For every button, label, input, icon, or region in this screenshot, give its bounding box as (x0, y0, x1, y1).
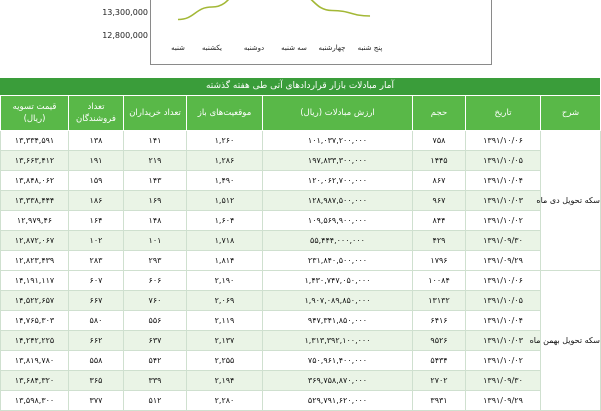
volume-cell: ۲۷۰۲ (413, 371, 466, 391)
open-positions-cell: ۱,۴۹۰ (187, 171, 263, 191)
volume-cell: ۱۳۱۳۲ (413, 291, 466, 311)
date-cell: ۱۳۹۱/۱۰/۰۵ (466, 291, 541, 311)
header-date: تاریخ (466, 96, 541, 131)
sellers-cell: ۱۶۴ (69, 211, 124, 231)
table-row (1, 171, 601, 191)
date-cell: ۱۳۹۱/۰۹/۳۰ (466, 371, 541, 391)
table-row (1, 291, 601, 311)
trade-value-cell: ۳۶۹,۷۵۸,۸۷۰,۰۰۰ (263, 371, 413, 391)
chart-plot (150, 0, 490, 44)
volume-cell: ۱۴۴۵ (413, 151, 466, 171)
trade-value-cell: ۱۰۹,۵۶۹,۹۰۰,۰۰۰ (263, 211, 413, 231)
buyers-cell: ۱۴۱ (124, 131, 187, 151)
volume-cell: ۹۶۷ (413, 191, 466, 211)
trade-value-cell: ۱,۹۰۷,۰۸۹,۸۵۰,۰۰۰ (263, 291, 413, 311)
table-body (1, 131, 601, 411)
open-positions-cell: ۲,۰۶۹ (187, 291, 263, 311)
table-row (1, 191, 601, 211)
volume-cell: ۴۲۹ (413, 231, 466, 251)
contract-description: سکه تحویل بهمن ماه (541, 271, 601, 411)
y-tick-label: 13,300,000 (62, 8, 148, 17)
buyers-cell: ۲۱۹ (124, 151, 187, 171)
table-header-row (1, 96, 601, 131)
open-positions-cell: ۲,۱۹۴ (187, 371, 263, 391)
table-title: آمار مبادلات بازار قراردادهای آتی طی هفته گذشته (0, 78, 600, 95)
table-row (1, 371, 601, 391)
trade-value-cell: ۱۲۰,۰۶۲,۷۰۰,۰۰۰ (263, 171, 413, 191)
x-tick-label: دوشنبه (234, 44, 274, 52)
sellers-cell: ۵۵۸ (69, 351, 124, 371)
open-positions-cell: ۱,۲۸۶ (187, 151, 263, 171)
table-row (1, 331, 601, 351)
volume-cell: ۸۴۴ (413, 211, 466, 231)
trade-value-cell: ۱,۳۱۳,۳۹۲,۱۰۰,۰۰۰ (263, 331, 413, 351)
settlement-price-cell: ۱۳,۸۱۹,۷۸۰ (1, 351, 69, 371)
header-trade-value: ارزش مبادلات (ریال) (263, 96, 413, 131)
buyers-cell: ۷۶۰ (124, 291, 187, 311)
table-row (1, 211, 601, 231)
settlement-price-cell: ۱۴,۲۴۲,۲۲۵ (1, 331, 69, 351)
buyers-cell: ۶۰۶ (124, 271, 187, 291)
volume-cell: ۱۰۰۸۴ (413, 271, 466, 291)
x-tick-label: چهارشنبه (312, 44, 352, 52)
header-settlement-price: قیمت تسویه (ریال) (1, 96, 69, 131)
table-row (1, 251, 601, 271)
sellers-cell: ۱۹۱ (69, 151, 124, 171)
open-positions-cell: ۱,۲۶۰ (187, 131, 263, 151)
trade-value-cell: ۱۲۸,۹۸۷,۵۰۰,۰۰۰ (263, 191, 413, 211)
header-open-positions: موقعیت‌های باز (187, 96, 263, 131)
x-tick-label: سه شنبه (274, 44, 314, 52)
trade-value-cell: ۲۳۱,۸۴۰,۵۰۰,۰۰۰ (263, 251, 413, 271)
volume-cell: ۱۷۹۶ (413, 251, 466, 271)
trade-value-cell: ۱,۴۳۰,۷۴۷,۰۵۰,۰۰۰ (263, 271, 413, 291)
settlement-price-cell: ۱۲,۸۲۳,۴۳۹ (1, 251, 69, 271)
buyers-cell: ۶۳۷ (124, 331, 187, 351)
header-sellers: تعداد فروشندگان (69, 96, 124, 131)
price-line (178, 0, 370, 20)
settlement-price-cell: ۱۲,۸۷۲,۰۶۷ (1, 231, 69, 251)
sellers-cell: ۶۶۷ (69, 291, 124, 311)
trade-value-cell: ۷۵۰,۹۶۱,۴۰۰,۰۰۰ (263, 351, 413, 371)
settlement-price-cell: ۱۳,۸۴۸,۰۶۲ (1, 171, 69, 191)
table-row (1, 271, 601, 291)
settlement-price-cell: ۱۳,۳۳۴,۵۹۱ (1, 131, 69, 151)
settlement-price-cell: ۱۴,۵۲۲,۶۵۷ (1, 291, 69, 311)
volume-cell: ۶۴۱۶ (413, 311, 466, 331)
open-positions-cell: ۱,۶۰۴ (187, 211, 263, 231)
date-cell: ۱۳۹۱/۱۰/۰۳ (466, 191, 541, 211)
date-cell: ۱۳۹۱/۱۰/۰۳ (466, 331, 541, 351)
date-cell: ۱۳۹۱/۱۰/۰۲ (466, 211, 541, 231)
settlement-price-cell: ۱۳,۶۸۴,۳۲۰ (1, 371, 69, 391)
settlement-price-cell: ۱۳,۵۹۸,۳۰۰ (1, 391, 69, 411)
buyers-cell: ۱۶۹ (124, 191, 187, 211)
date-cell: ۱۳۹۱/۱۰/۰۶ (466, 131, 541, 151)
open-positions-cell: ۲,۱۹۰ (187, 271, 263, 291)
settlement-price-cell: ۱۲,۹۷۹,۴۶ (1, 211, 69, 231)
date-cell: ۱۳۹۱/۰۹/۳۰ (466, 231, 541, 251)
open-positions-cell: ۲,۲۵۵ (187, 351, 263, 371)
buyers-cell: ۱۴۸ (124, 211, 187, 231)
sellers-cell: ۳۷۷ (69, 391, 124, 411)
open-positions-cell: ۲,۲۸۰ (187, 391, 263, 411)
y-tick-label: 12,800,000 (62, 31, 148, 40)
sellers-cell: ۱۰۲ (69, 231, 124, 251)
buyers-cell: ۱۴۳ (124, 171, 187, 191)
buyers-cell: ۵۴۲ (124, 351, 187, 371)
buyers-cell: ۳۳۹ (124, 371, 187, 391)
date-cell: ۱۳۹۱/۱۰/۰۴ (466, 311, 541, 331)
trade-value-cell: ۹۴۷,۳۴۱,۸۵۰,۰۰۰ (263, 311, 413, 331)
contract-description: سکه تحویل دی ماه (541, 131, 601, 271)
table-row (1, 351, 601, 371)
sellers-cell: ۳۶۵ (69, 371, 124, 391)
table-row (1, 311, 601, 331)
volume-cell: ۸۶۷ (413, 171, 466, 191)
sellers-cell: ۲۸۳ (69, 251, 124, 271)
weekly-price-chart (0, 0, 600, 72)
futures-trading-table (0, 95, 601, 411)
date-cell: ۱۳۹۱/۱۰/۰۲ (466, 351, 541, 371)
open-positions-cell: ۲,۱۳۷ (187, 331, 263, 351)
date-cell: ۱۳۹۱/۰۹/۲۹ (466, 251, 541, 271)
buyers-cell: ۵۱۲ (124, 391, 187, 411)
date-cell: ۱۳۹۱/۱۰/۰۶ (466, 271, 541, 291)
open-positions-cell: ۲,۱۱۹ (187, 311, 263, 331)
volume-cell: ۹۵۲۶ (413, 331, 466, 351)
open-positions-cell: ۱,۷۱۸ (187, 231, 263, 251)
sellers-cell: ۱۵۹ (69, 171, 124, 191)
table-row (1, 131, 601, 151)
volume-cell: ۳۹۳۱ (413, 391, 466, 411)
x-tick-label: شنبه (158, 44, 198, 52)
sellers-cell: ۱۸۶ (69, 191, 124, 211)
sellers-cell: ۶۰۷ (69, 271, 124, 291)
x-tick-label: یکشنبه (192, 44, 232, 52)
trade-value-cell: ۵۲۹,۷۹۱,۶۲۰,۰۰۰ (263, 391, 413, 411)
settlement-price-cell: ۱۳,۶۶۳,۴۱۲ (1, 151, 69, 171)
table-row (1, 231, 601, 251)
sellers-cell: ۱۳۸ (69, 131, 124, 151)
date-cell: ۱۳۹۱/۱۰/۰۵ (466, 151, 541, 171)
volume-cell: ۷۵۸ (413, 131, 466, 151)
header-buyers: تعداد خریداران (124, 96, 187, 131)
open-positions-cell: ۱,۵۱۲ (187, 191, 263, 211)
buyers-cell: ۵۵۶ (124, 311, 187, 331)
x-tick-label: پنج شنبه (350, 44, 390, 52)
trade-value-cell: ۱۹۷,۸۳۳,۳۰۰,۰۰۰ (263, 151, 413, 171)
header-description: شرح (541, 96, 601, 131)
table-row (1, 391, 601, 411)
settlement-price-cell: ۱۴,۷۶۵,۳۰۳ (1, 311, 69, 331)
trade-value-cell: ۱۰۱,۰۳۷,۲۰۰,۰۰۰ (263, 131, 413, 151)
date-cell: ۱۳۹۱/۱۰/۰۴ (466, 171, 541, 191)
trade-value-cell: ۵۵,۴۴۴,۰۰۰,۰۰۰ (263, 231, 413, 251)
settlement-price-cell: ۱۴,۱۹۱,۱۱۷ (1, 271, 69, 291)
table-row (1, 151, 601, 171)
buyers-cell: ۲۹۳ (124, 251, 187, 271)
date-cell: ۱۳۹۱/۰۹/۲۹ (466, 391, 541, 411)
header-volume: حجم (413, 96, 466, 131)
buyers-cell: ۱۰۱ (124, 231, 187, 251)
open-positions-cell: ۱,۸۱۴ (187, 251, 263, 271)
sellers-cell: ۶۶۲ (69, 331, 124, 351)
volume-cell: ۵۴۳۴ (413, 351, 466, 371)
sellers-cell: ۵۸۰ (69, 311, 124, 331)
settlement-price-cell: ۱۳,۳۳۸,۴۴۴ (1, 191, 69, 211)
